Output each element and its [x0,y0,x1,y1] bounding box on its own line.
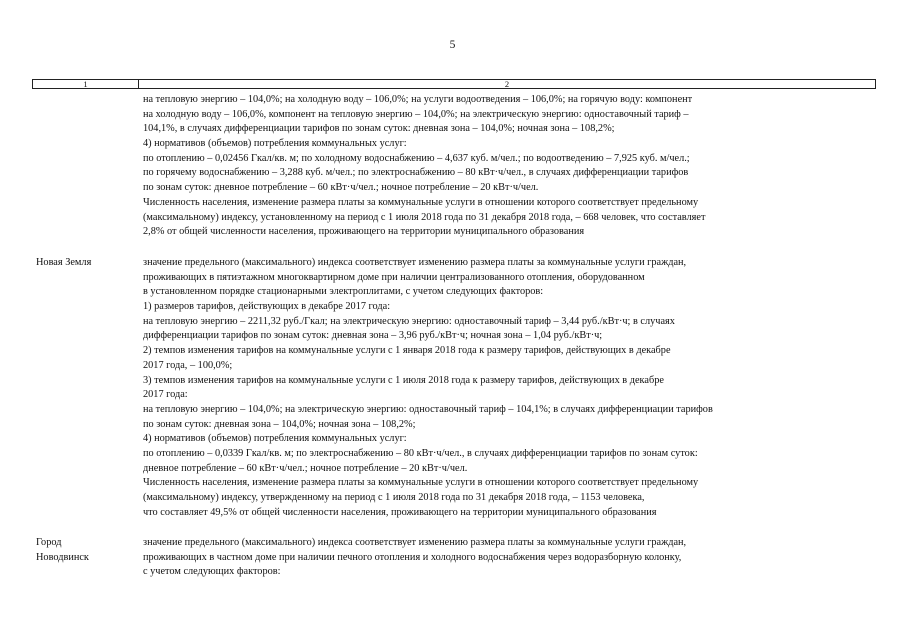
text-line: 3) темпов изменения тарифов на коммунальные услуги с 1 июля 2018 года к размеру тарифов, действующих в декабре [143,374,664,386]
text-line: 4) нормативов (объемов) потребления коммунальных услуг: [143,138,407,150]
text-line: на тепловую энергию – 104,0%; на холодную воду – 106,0%; на услуги водоотведения – 106,0%; на горячую воду: компонент [143,94,693,105]
table-header-col-1: 1 [33,80,139,88]
row-description [143,93,873,240]
text-line: 104,1%, в случаях дифференциации тарифов по зонам суток: дневная зона – 104,0%; ночная зона – 108,2%; [143,123,615,135]
row-description [143,536,873,580]
text-line: на холодную воду – 106,0%, компонент на тепловую энергию – 104,0%; на электрическую энергию: одноставочный тариф – [143,108,689,120]
text-line: 2017 года: [143,389,188,401]
text-line: проживающих в частном доме при наличии печного отопления и холодного водоснабжения через водоразборную колонку, [143,551,682,563]
row-description [143,256,873,520]
text-line: 2,8% от общей численности населения, проживающего на территории муниципального образования [143,226,585,238]
text-line: по отоплению – 0,0339 Гкал/кв. м; по электроснабжению – 80 кВт·ч/чел., в случаях дифференциации тарифов по зонам суток: [143,447,698,459]
text-line: значение предельного (максимального) индекса соответствует изменению размера платы за коммунальные услуги граждан, [143,257,687,268]
table-header-col-2: 2 [504,79,510,89]
text-line: значение предельного (максимального) индекса соответствует изменению размера платы за коммунальные услуги граждан, [143,537,687,548]
text-line: (максимальному) индексу, установленному на период с 1 июля 2018 года по 31 декабря 2018 года, – 668 человек, что составляет [143,211,706,223]
text-line: с учетом следующих факторов: [143,566,281,578]
text-line: по зонам суток: дневная зона – 104,0%; ночная зона – 108,2%; [143,418,416,430]
text-line: в установленном порядке стационарными электроплитами, с учетом следующих факторов: [143,286,544,298]
text-line: 1) размеров тарифов, действующих в декабре 2017 года: [143,301,391,313]
text-line: на тепловую энергию – 2211,32 руб./Гкал; на электрическую энергию: одноставочный тариф – 3,44 руб./кВт·ч; в случаях [143,315,675,327]
row-municipality-name: Новая Земля [36,257,92,268]
text-line: дневное потребление – 60 кВт·ч/чел.; ночное потребление – 20 кВт·ч/чел. [143,462,468,474]
text-line: что составляет 49,5% от общей численности населения, проживающего на территории муниципального образования [143,506,657,518]
text-line: по отоплению – 0,02456 Гкал/кв. м; по холодному водоснабжению – 4,637 куб. м/чел.; по водоотведению – 7,925 куб. м/чел.; [143,152,690,164]
text-line: Численность населения, изменение размера платы за коммунальные услуги в отношении которого соответствует предельному [143,477,699,489]
page-number: 5 [449,39,456,51]
text-line: по горячему водоснабжению – 3,288 куб. м/чел.; по электроснабжению – 80 кВт·ч/чел., в случаях дифференциации тарифов [143,167,689,179]
text-line: 4) нормативов (объемов) потребления коммунальных услуг: [143,433,407,445]
text-line: на тепловую энергию – 104,0%; на электрическую энергию: одноставочный тариф – 104,1%; в случаях дифференциации тарифов [143,403,713,415]
text-line: 2) темпов изменения тарифов на коммунальные услуги с 1 января 2018 года к размеру тарифов, действующих в декабре [143,345,671,357]
text-line: Численность населения, изменение размера платы за коммунальные услуги в отношении которого соответствует предельному [143,196,699,208]
text-line: дифференциации тарифов по зонам суток: дневная зона – 3,96 руб./кВт·ч; ночная зона – 1,04 руб./кВт·ч; [143,330,603,342]
text-line: по зонам суток: дневное потребление – 60 кВт·ч/чел.; ночное потребление – 20 кВт·ч/чел. [143,182,539,194]
table-header-row [32,79,876,89]
row-municipality-name: Город Новодвинск [36,537,89,563]
text-line: (максимальному) индексу, утвержденному на период с 1 июля 2018 года по 31 декабря 2018 года, – 1153 человека, [143,492,645,503]
text-line: проживающих в пятиэтажном многоквартирном доме при наличии централизованного отопления, оборудованном [143,271,645,283]
text-line: 2017 года, – 100,0%; [143,359,233,371]
